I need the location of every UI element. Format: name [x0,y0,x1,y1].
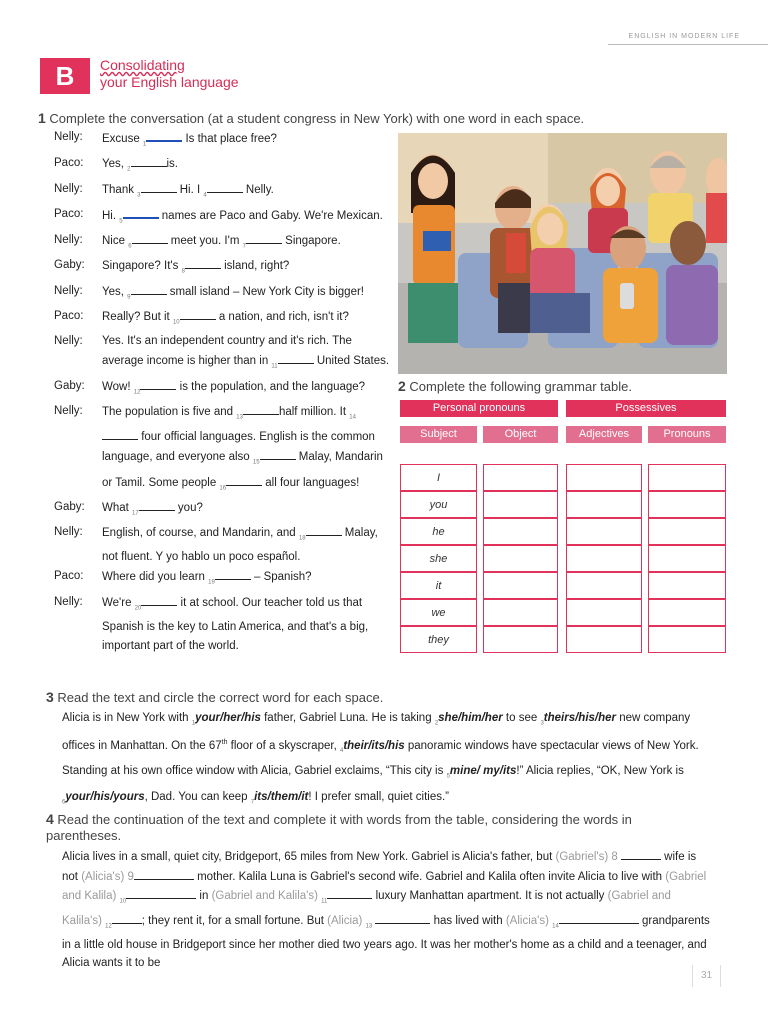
exercise-4-heading [46,811,706,844]
word-options[interactable]: she/him/her [438,712,503,724]
section-title-line2: your English language [100,74,239,90]
conversation-line [54,231,390,256]
speech-fragment: Yes, [102,285,128,298]
speech-fragment: island, right? [220,260,290,273]
word-options[interactable]: mine/ my/its [449,765,517,778]
text-fragment: Alicia is in New York with [62,712,192,724]
conversation-line [54,180,390,205]
ex4-blank-10[interactable] [126,886,196,899]
answer-blank[interactable] [131,282,167,295]
subject-pronoun-cell: I [400,464,477,491]
running-header: ENGLISH IN MODERN LIFE [628,33,740,40]
option-number: 7 [250,799,255,806]
section-badge: B [40,58,90,94]
speech-text [102,498,390,523]
conversation-line [54,402,390,498]
answer-blank[interactable] [141,593,177,606]
speech-text [102,282,390,307]
speaker-name: Nelly: [54,404,83,417]
speech-fragment: it at school. Our teacher told us that Spanish is the key to Latin America, and that's a big, important part of the world. [102,596,369,653]
answer-cell[interactable] [648,599,726,626]
answer-cell[interactable] [648,518,726,545]
answer-cell[interactable] [566,464,642,491]
answer-cell[interactable] [648,572,726,599]
header-rule [608,44,768,45]
answer-cell[interactable] [648,545,726,572]
section-title-line1: Consolidating [100,57,185,73]
ex4-blank-9[interactable] [134,867,194,880]
ex4-prompt-9: (Alicia's) 9 [81,870,134,883]
conversation-line [54,154,390,179]
answer-blank[interactable] [123,205,159,219]
ex4-text-part: wife is not [62,851,697,883]
answer-blank[interactable] [215,567,251,580]
speaker-name: Gaby: [54,259,85,272]
speaker-name: Nelly: [54,526,83,539]
speech-fragment: English, of course, and Mandarin, and [102,527,299,540]
grammar-table [398,398,728,656]
speech-fragment: Excuse [102,133,143,145]
subject-pronoun-cell: she [400,545,477,572]
ex4-text-part: has lived with [430,914,506,927]
speech-text [102,567,390,592]
speaker-name: Nelly: [54,284,83,297]
answer-blank[interactable] [131,154,167,167]
subject-pronoun-cell: we [400,599,477,626]
exercise-2-heading [398,378,632,394]
answer-blank[interactable] [141,180,177,193]
answer-blank[interactable] [146,128,182,142]
ex4-text-part: luxury Manhattan apartment. It is not actually [372,890,608,902]
answer-cell[interactable] [483,464,558,491]
group-header-possessives: Possessives [566,400,726,417]
speech-fragment: – Spanish? [250,571,312,584]
answer-cell[interactable] [566,518,642,545]
blank-number: 10 [172,319,180,326]
speaker-name: Nelly: [54,182,83,195]
speech-fragment: Thank [102,183,138,196]
speech-fragment: four official languages. English is the common language, and everyone also [102,431,375,464]
option-number: 5 [446,773,450,780]
conversation-line [54,307,390,332]
conversation-line [54,282,390,307]
answer-blank[interactable] [246,231,282,244]
blank-number: 14 [349,414,356,421]
exercise-2-number: 2 [398,378,406,394]
text-fragment: floor of a skyscraper, [227,740,340,753]
group-header-personal-pronouns: Personal pronouns [400,400,558,417]
blank-number: 6 [128,243,132,250]
answer-blank[interactable] [226,473,262,486]
ex4-num-14: 14 [552,923,559,930]
answer-blank[interactable] [185,256,221,269]
blank-number: 8 [181,268,185,275]
speech-fragment: The population is five and [102,405,237,418]
ex4-num-13: 13 [365,923,373,930]
speech-fragment: Really? But it [102,311,173,324]
conversation-line [54,567,390,592]
exercise-1-instruction: Complete the conversation (at a student congress in New York) with one word in each space. [49,111,585,126]
col-header-subject: Subject [400,426,477,443]
speech-fragment: is. [166,158,178,171]
option-number: 3 [540,720,544,727]
speech-fragment: Malay, Mandarin or Tamil. Some people [102,451,383,489]
ex4-text-part: Alicia lives in a small, quiet city, Bridgeport, 65 miles from New York. Gabriel is Alicia's father, but [62,851,556,863]
ex4-blank-13[interactable] [375,911,430,924]
subject-pronoun-cell: it [400,572,477,599]
exercise-3-text [62,708,710,812]
blank-number: 4 [203,191,207,198]
conversation-line [54,332,390,376]
answer-cell[interactable] [566,572,642,599]
speech-fragment: you? [174,501,203,514]
text-fragment: new company offices in Manhattan. On the 67 [62,712,691,753]
speaker-name: Nelly: [54,335,83,348]
blank-number: 16 [219,484,227,491]
exercise-4-number: 4 [46,811,54,827]
ex4-text-part: in [196,890,212,902]
speech-fragment: Wow! [102,380,134,393]
answer-blank[interactable] [260,447,296,460]
blank-number: 2 [127,166,131,173]
answer-blank[interactable] [243,402,279,415]
answer-cell[interactable] [648,491,726,518]
speech-fragment: is the population, and the language? [176,380,366,393]
section-title [100,57,239,91]
students-illustration [398,133,727,374]
ex4-num-10: 10 [119,898,127,905]
subject-pronoun-cell: you [400,491,477,518]
speech-text [102,307,390,332]
blank-number: 5 [119,218,123,225]
speech-fragment: Yes. It's an independent country and it's rich. The average income is higher than in [102,335,352,368]
text-fragment: panoramic windows have spectacular views of New York. Standing at his own office window with Alicia, Gabriel exclaims, “This city is [62,740,699,778]
speaker-name: Gaby: [54,500,85,513]
subject-pronoun-cell: he [400,518,477,545]
blank-number: 7 [242,243,246,250]
answer-cell[interactable] [483,491,558,518]
option-number: 4 [339,748,344,755]
speech-fragment: Hi. I [176,183,204,196]
ex4-prompt-8: (Gabriel's) 8 [555,851,618,863]
conversation-line [54,498,390,523]
word-options[interactable]: their/its/his [343,740,405,753]
ex4-text-part: mother. Kalila Luna is Gabriel's second wife. Gabriel and Kalila often invite Alicia to live with [193,870,666,883]
speech-text [102,593,390,656]
answer-blank[interactable] [207,180,243,193]
speech-fragment: names are Paco and Gaby. We're Mexican. [158,209,383,222]
blank-number: 18 [298,535,306,542]
speech-text [102,377,390,402]
speaker-name: Paco: [54,570,84,583]
ex4-blank-12[interactable] [112,911,142,924]
ex4-num-12: 12 [105,923,112,930]
exercise-4-text [62,847,710,973]
speech-fragment: Singapore? It's [102,260,182,273]
word-options[interactable]: your/her/his [195,712,261,724]
exercise-3-heading [46,689,383,705]
speaker-name: Paco: [54,157,84,170]
answer-cell[interactable] [483,599,558,626]
answer-blank[interactable] [139,498,175,511]
speaker-name: Gaby: [54,379,85,392]
blank-number: 19 [208,579,215,586]
answer-cell[interactable] [566,491,642,518]
blank-number: 20 [134,605,142,612]
speaker-name: Paco: [54,310,84,323]
text-fragment: !” Alicia replies, “OK, New York is [516,765,684,778]
exercise-3-instruction: Read the text and circle the correct word for each space. [57,690,384,705]
answer-cell[interactable] [566,599,642,626]
speech-text [102,256,390,281]
speech-text [102,332,390,376]
exercise-3-number: 3 [46,689,54,705]
speech-fragment: small island – New York City is bigger! [166,285,364,298]
ex4-prompt-13: (Alicia) [327,914,366,927]
speech-fragment: meet you. I'm [167,235,243,248]
exercise-2-instruction: Complete the following grammar table. [409,379,632,394]
conversation-line [54,377,390,402]
speech-fragment: Is that place free? [182,133,277,145]
speech-fragment: half million. It [278,405,350,418]
exercise-4-instruction: Read the continuation of the text and complete it with words from the table, considering the words in parentheses. [46,812,632,843]
speaker-name: Nelly: [54,131,83,143]
speech-fragment: Nice [102,235,129,248]
answer-blank[interactable] [278,351,314,364]
speech-fragment: Singapore. [281,235,341,248]
ex4-blank-11[interactable] [327,886,372,899]
answer-blank[interactable] [132,231,168,244]
blank-number: 9 [127,294,131,301]
ex4-prompt-10: (Gabriel and Kalila) [62,870,707,902]
col-header-adjectives: Adjectives [566,426,642,443]
ex4-blank-14[interactable] [559,911,639,924]
speech-text [102,402,390,498]
speech-fragment: We're [102,596,135,609]
text-fragment: to see [502,712,541,724]
answer-cell[interactable] [566,545,642,572]
blank-number: 15 [252,459,260,466]
answer-cell[interactable] [483,518,558,545]
blank-number: 12 [133,388,141,395]
speech-text [102,231,390,256]
text-fragment: father, Gabriel Luna. He is taking [260,712,435,724]
answer-blank[interactable] [180,307,216,320]
answer-cell[interactable] [566,626,642,653]
ex4-prompt-14: (Alicia's) [505,914,553,927]
speaker-name: Paco: [54,207,84,220]
speech-fragment: Yes, [102,158,128,171]
answer-cell[interactable] [483,572,558,599]
speech-text [102,205,390,231]
blank-number: 3 [137,191,141,198]
answer-cell[interactable] [483,545,558,572]
option-number: 6 [62,799,66,806]
speaker-name: Nelly: [54,595,83,608]
ordinal-suffix: th [221,739,228,747]
answer-blank[interactable] [140,377,176,390]
speech-fragment: What [102,501,133,514]
option-number: 2 [434,720,439,727]
conversation-line [54,523,390,567]
speech-text [102,523,390,567]
speech-fragment: Where did you learn [102,571,209,584]
answer-blank[interactable] [102,427,138,440]
word-options[interactable]: its/them/it [254,790,309,803]
answer-blank[interactable] [306,523,342,536]
text-fragment: , Dad. You can keep [144,790,251,803]
ex4-text-part: ; they rent it, for a small fortune. But [141,914,328,927]
exercise-1-number: 1 [38,110,46,126]
speech-fragment: Nelly. [242,183,274,196]
ex4-prompt-11: (Gabriel and Kalila's) [211,890,322,902]
speech-text [102,128,390,154]
speaker-name: Nelly: [54,234,83,247]
conversation [54,128,390,656]
col-header-object: Object [483,426,558,443]
conversation-line [54,205,390,231]
subject-pronoun-cell: they [400,626,477,653]
ex4-prompt-12: (Gabriel and Kalila's) [62,890,671,927]
speech-text [102,154,390,179]
blank-number: 17 [132,510,139,517]
conversation-line [54,128,390,154]
word-options[interactable]: your/his/yours [65,790,145,803]
word-options[interactable]: theirs/his/her [543,712,616,724]
speech-fragment: a nation, and rich, isn't it? [215,311,349,324]
speech-fragment: United States. [313,355,390,368]
ex4-num-11: 11 [321,898,328,905]
answer-cell[interactable] [648,626,726,653]
blank-number: 1 [142,141,147,148]
speech-fragment: Hi. [102,209,120,222]
col-header-pronouns: Pronouns [648,426,726,443]
blank-number: 13 [236,414,243,421]
conversation-line [54,593,390,656]
speech-fragment: Malay, not fluent. Y yo hablo un poco español. [102,527,378,564]
speech-fragment: all four languages! [262,476,360,489]
page-number: 31 [692,965,721,987]
conversation-line [54,256,390,281]
exercise-1-heading [38,110,584,126]
ex4-blank-8[interactable] [621,847,661,860]
option-number: 1 [191,720,196,727]
ex4-text-part: grandparents in a little old house in Bridgeport since her mother died two years ago. It was her mother's home as a child and a teenager, and Alicia wants it to be [62,914,710,970]
answer-cell[interactable] [483,626,558,653]
blank-number: 11 [271,363,278,370]
answer-cell[interactable] [648,464,726,491]
speech-text [102,180,390,205]
text-fragment: ! I prefer small, quiet cities.” [308,790,449,803]
